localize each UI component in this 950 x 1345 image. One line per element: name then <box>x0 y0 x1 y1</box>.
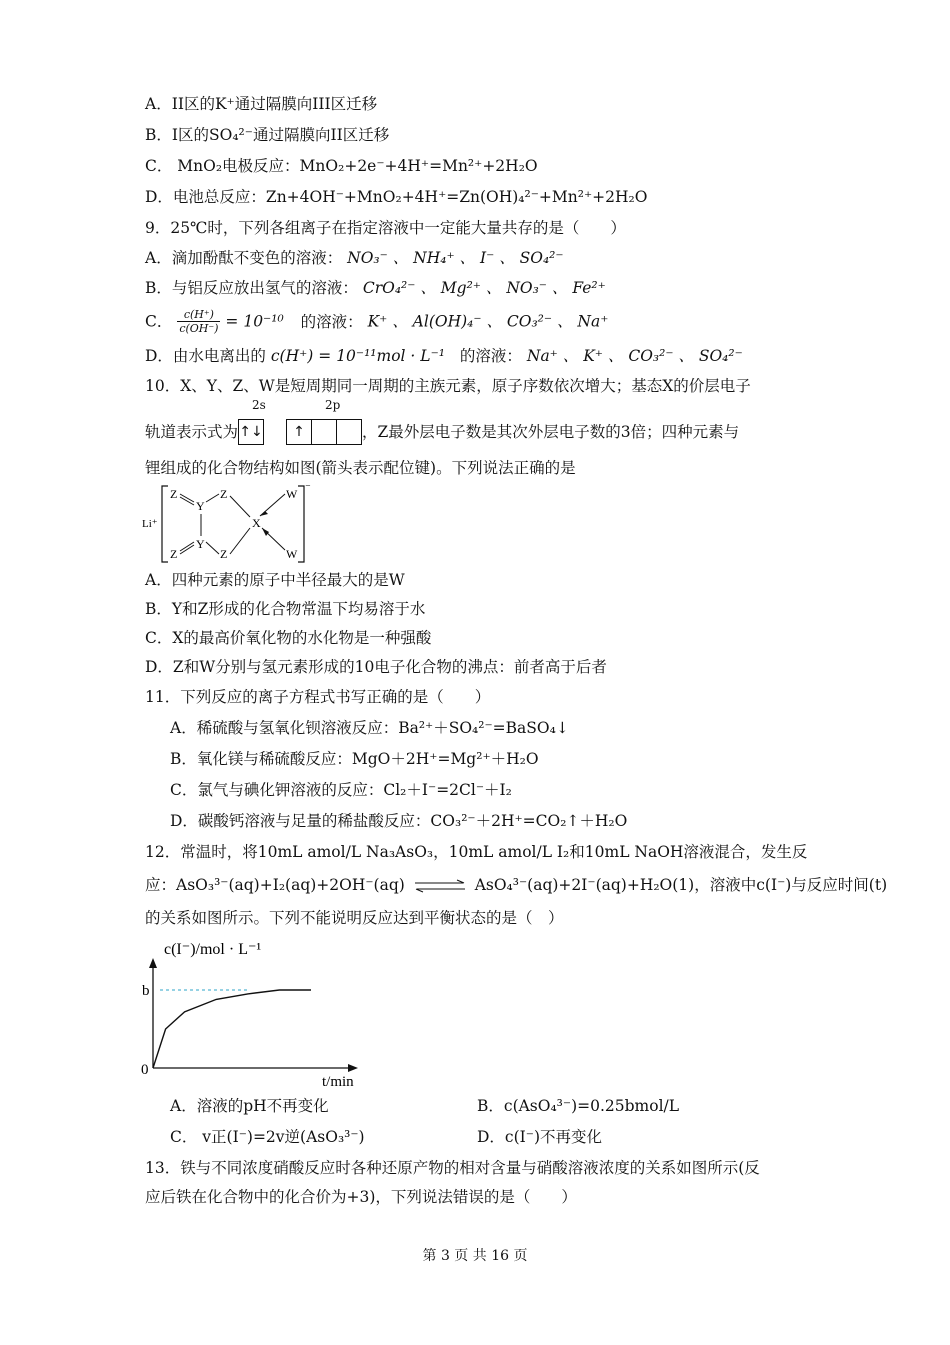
chart-y-axis-arrow <box>149 958 157 968</box>
q9-b-label: B．与铝反应放出氢气的溶液： <box>145 279 358 297</box>
q10-structure-diagram <box>140 482 330 566</box>
chart-y-tick-b: b <box>142 983 150 999</box>
q13-stem-2: 应后铁在化合物中的化合价为+3)，下列说法错误的是（ ） <box>145 1188 577 1206</box>
q9-c-mid: 的溶液： <box>300 312 363 331</box>
struct-w-bottom: W <box>286 547 298 561</box>
q9-option-d <box>145 346 743 366</box>
chart-origin-label: 0 <box>141 1062 149 1078</box>
q12-option-c: C． v正(I⁻)=2v逆(AsO₃³⁻) <box>170 1128 365 1146</box>
q11-option-c: C．氯气与碘化钾溶液的反应：Cl₂＋I⁻=2Cl⁻＋I₂ <box>170 781 512 799</box>
q10-option-c: C．X的最高价氧化物的水化物是一种强酸 <box>145 629 432 647</box>
q9-c-fraction <box>177 308 220 335</box>
struct-charge: ⁻ <box>305 482 311 494</box>
q11-option-a: A．稀硫酸与氢氧化钡溶液反应：Ba²⁺＋SO₄²⁻=BaSO₄↓ <box>170 719 569 737</box>
struct-x: X <box>252 516 261 530</box>
q9-c-eq: = 10⁻¹⁰ <box>225 312 284 331</box>
q12-stem-2-post: AsO₄³⁻(aq)+2I⁻(aq)+H₂O(1)，溶液中c(I⁻)与反应时间(t) <box>474 876 888 894</box>
q10-stem-2 <box>145 417 739 445</box>
q9-a-ions: NO₃⁻ 、 NH₄⁺ 、 I⁻ 、 SO₄²⁻ <box>347 249 564 267</box>
orbital-2s-box: ↑↓ <box>238 419 264 445</box>
struct-bracket-right <box>298 486 304 562</box>
q10-stem-2-pre: 轨道表示式为 <box>145 423 239 441</box>
q9-option-c <box>145 308 608 340</box>
q12-stem-3: 的关系如图所示。下列不能说明反应达到平衡状态的是（ ） <box>145 909 564 927</box>
q12-stem-2 <box>145 875 887 895</box>
q9-c-denominator: c(OH⁻) <box>179 322 219 335</box>
chart-y-axis-label: c(I⁻)/mol · L⁻¹ <box>164 941 262 958</box>
q11-option-d: D．碳酸钙溶液与足量的稀盐酸反应：CO₃²⁻＋2H⁺=CO₂↑＋H₂O <box>170 812 628 830</box>
q12-option-d: D．c(I⁻)不再变化 <box>477 1128 603 1146</box>
q9-a-label: A．滴加酚酞不变色的溶液： <box>145 249 343 267</box>
q10-option-b: B．Y和Z形成的化合物常温下均易溶于水 <box>145 600 426 618</box>
q12-stem-2-pre: 应：AsO₃³⁻(aq)+I₂(aq)+2OH⁻(aq) <box>145 876 405 894</box>
struct-w-top: W <box>286 487 298 501</box>
q9-option-a <box>145 248 564 268</box>
equilibrium-arrow-icon <box>413 879 467 893</box>
q8-option-b: B．I区的SO₄²⁻通过隔膜向II区迁移 <box>145 126 390 144</box>
q9-c-label: C． <box>145 312 173 331</box>
orbital-2p-box-3 <box>337 419 362 445</box>
struct-y-bottom: Y <box>196 537 205 551</box>
q11-stem: 11．下列反应的离子方程式书写正确的是（ ） <box>145 688 491 706</box>
chart-series-c-iodide <box>153 990 311 1068</box>
struct-li: Li⁺ <box>142 518 158 530</box>
chart-x-axis-label: t/min <box>322 1074 354 1090</box>
q10-option-d: D．Z和W分别与氢元素形成的10电子化合物的沸点：前者高于后者 <box>145 658 607 676</box>
q10-stem-1: 10．X、Y、Z、W是短周期同一周期的主族元素，原子序数依次增大；基态X的价层电子 <box>145 377 751 395</box>
q10-stem-3: 锂组成的化合物结构如图(箭头表示配位键)。下列说法正确的是 <box>145 459 576 477</box>
q9-b-ions: CrO₄²⁻ 、 Mg²⁺ 、 NO₃⁻ 、 Fe²⁺ <box>362 279 606 297</box>
q13-stem-1: 13．铁与不同浓度硝酸反应时各种还原产物的相对含量与硝酸溶液浓度的关系如图所示(反 <box>145 1159 760 1177</box>
q10-stem-2-post: ，Z最外层电子数是其次外层电子数的3倍；四种元素与 <box>362 423 740 441</box>
q12-option-b: B．c(AsO₄³⁻)=0.25bmol/L <box>477 1097 680 1115</box>
q9-option-b <box>145 278 606 298</box>
struct-z-top-right: Z <box>220 487 228 501</box>
q8-option-a: A．II区的K⁺通过隔膜向III区迁移 <box>145 95 378 113</box>
q12-chart <box>136 934 376 1094</box>
page-number: 第 3 页 共 16 页 <box>422 1248 528 1264</box>
q9-d-expr: c(H⁺) = 10⁻¹¹mol · L⁻¹ <box>270 347 445 365</box>
orbital-2p-box-2 <box>312 419 337 445</box>
q9-stem: 9．25℃时，下列各组离子在指定溶液中一定能大量共存的是（ ） <box>145 219 626 237</box>
struct-bracket-left <box>162 486 168 562</box>
q9-d-mid: 的溶液： <box>459 347 522 365</box>
orbital-label-2s: 2s <box>252 398 266 412</box>
q10-option-a: A．四种元素的原子中半径最大的是W <box>145 571 405 589</box>
q9-d-label: D．由水电离出的 <box>145 347 266 365</box>
struct-z-bottom-right: Z <box>220 547 228 561</box>
q8-option-c: C． MnO₂电极反应：MnO₂+2e⁻+4H⁺=Mn²⁺+2H₂O <box>145 157 538 175</box>
q12-stem-1: 12．常温时，将10mL amol/L Na₃AsO₃，10mL amol/L I₂和10mL NaOH溶液混合，发生反 <box>145 843 808 861</box>
q8-option-d: D．电池总反应：Zn+4OH⁻+MnO₂+4H⁺=Zn(OH)₄²⁻+Mn²⁺+2H₂O <box>145 188 648 206</box>
struct-z-top-left: Z <box>170 487 178 501</box>
q9-c-numerator: c(H⁺) <box>177 308 220 322</box>
struct-y-top: Y <box>196 499 205 513</box>
q12-option-a: A．溶液的pH不再变化 <box>170 1097 329 1115</box>
struct-dative-arrow-top <box>260 511 268 516</box>
orbital-2p-box-1: ↑ <box>286 419 312 445</box>
q9-d-ions: Na⁺ 、 K⁺ 、 CO₃²⁻ 、 SO₄²⁻ <box>526 347 743 365</box>
chart-x-axis-arrow <box>348 1064 358 1072</box>
q9-c-ions: K⁺ 、 Al(OH)₄⁻ 、 CO₃²⁻ 、 Na⁺ <box>367 312 609 331</box>
struct-z-bottom-left: Z <box>170 547 178 561</box>
q11-option-b: B．氧化镁与稀硫酸反应：MgO＋2H⁺=Mg²⁺＋H₂O <box>170 750 539 768</box>
orbital-label-2p: 2p <box>325 398 341 412</box>
struct-dative-arrow-bottom <box>262 528 269 536</box>
